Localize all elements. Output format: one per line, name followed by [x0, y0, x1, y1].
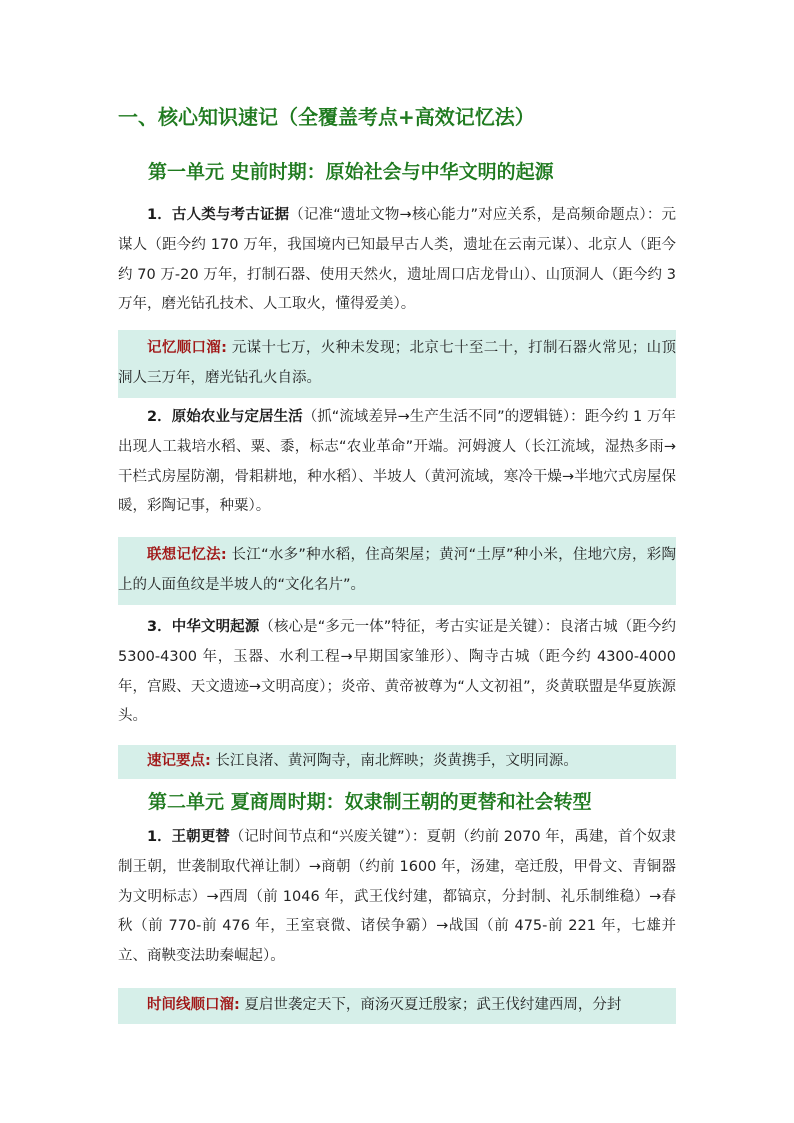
box-text: 长江“水多”种水稻，住高架屋；黄河“土厚”种小米，住地穴房，彩陶上的人面鱼纹是半坡人的“文化名片”。: [118, 547, 676, 593]
unit-1-memory-box-2: [118, 537, 676, 605]
paragraph-lead: 1．古人类与考古证据: [147, 207, 290, 223]
box-label: 时间线顺口溜:: [147, 997, 240, 1013]
unit-2-title: 第二单元 夏商周时期：奴隶制王朝的更替和社会转型: [148, 791, 592, 813]
unit-1-paragraph-2: [118, 403, 676, 522]
unit-1-memory-box-1: [118, 330, 676, 398]
paragraph-lead: 2．原始农业与定居生活: [147, 409, 303, 425]
paragraph-body: （抓“流域差异→生产生活不同”的逻辑链）：距今约 1 万年出现人工栽培水稻、粟、黍，标志“农业革命”开端。河姆渡人（长江流域，湿热多雨→干栏式房屋防潮，骨耜耕地，种水稻）、半坡人（黄河流域，寒冷干燥→半地穴式房屋保暖，彩陶记事，种粟）。: [118, 409, 676, 515]
box-text: 夏启世袭定天下，商汤灭夏迁殷家；武王伐纣建西周，分封: [239, 997, 622, 1013]
section-heading: 一、核心知识速记（全覆盖考点+高效记忆法）: [118, 105, 535, 129]
paragraph-body: （核心是“多元一体”特征，考古实证是关键）：良渚古城（距今约 5300-4300 年，玉器、水利工程→早期国家雏形）、陶寺古城（距今约 4300-4000 年，宫殿、天文遗迹→文明高度）；炎帝、黄帝被尊为“人文初祖”，炎黄联盟是华夏族源头。: [118, 619, 676, 725]
box-text: 长江良渚、黄河陶寺，南北辉映；炎黄携手，文明同源。: [210, 753, 578, 769]
unit-1-paragraph-1: [118, 201, 676, 320]
unit-2-paragraph-1: [118, 823, 676, 972]
paragraph-body: （记准“遗址文物→核心能力”对应关系，是高频命题点）：元谋人（距今约 170 万年，我国境内已知最早古人类，遗址在云南元谋）、北京人（距今约 70 万-20 万年，打制石器、使用天然火，遗址周口店龙骨山）、山顶洞人（距今约 3 万年，磨光钻孔技术、人工取火，懂得爱美）。: [118, 207, 677, 313]
box-text: 元谋十七万，火种未发现；北京七十至二十，打制石器火常见；山顶洞人三万年，磨光钻孔火自添。: [118, 340, 676, 386]
box-label: 联想记忆法:: [147, 547, 227, 563]
unit-1-paragraph-3: [118, 613, 676, 732]
box-label: 速记要点:: [147, 753, 211, 769]
paragraph-lead: 1．王朝更替: [147, 829, 230, 845]
paragraph-body: （记时间节点和“兴废关键”）：夏朝（约前 2070 年，禹建，首个奴隶制王朝，世袭制取代禅让制）→商朝（约前 1600 年，汤建，亳迁殷，甲骨文、青铜器为文明标志）→西周（前 1046 年，武王伐纣建，都镐京，分封制、礼乐制维稳）→春秋（前 770-前 476 年，王室衰微、诸侯争霸）→战国（前 475-前 221 年，七雄并立、商鞅变法助秦崛起）。: [118, 829, 676, 965]
unit-1-title: 第一单元 史前时期：原始社会与中华文明的起源: [148, 161, 554, 183]
box-label: 记忆顺口溜:: [147, 340, 227, 356]
unit-1-memory-box-3: [118, 745, 676, 779]
unit-2-memory-box-1: [118, 988, 676, 1024]
paragraph-lead: 3．中华文明起源: [147, 619, 260, 635]
